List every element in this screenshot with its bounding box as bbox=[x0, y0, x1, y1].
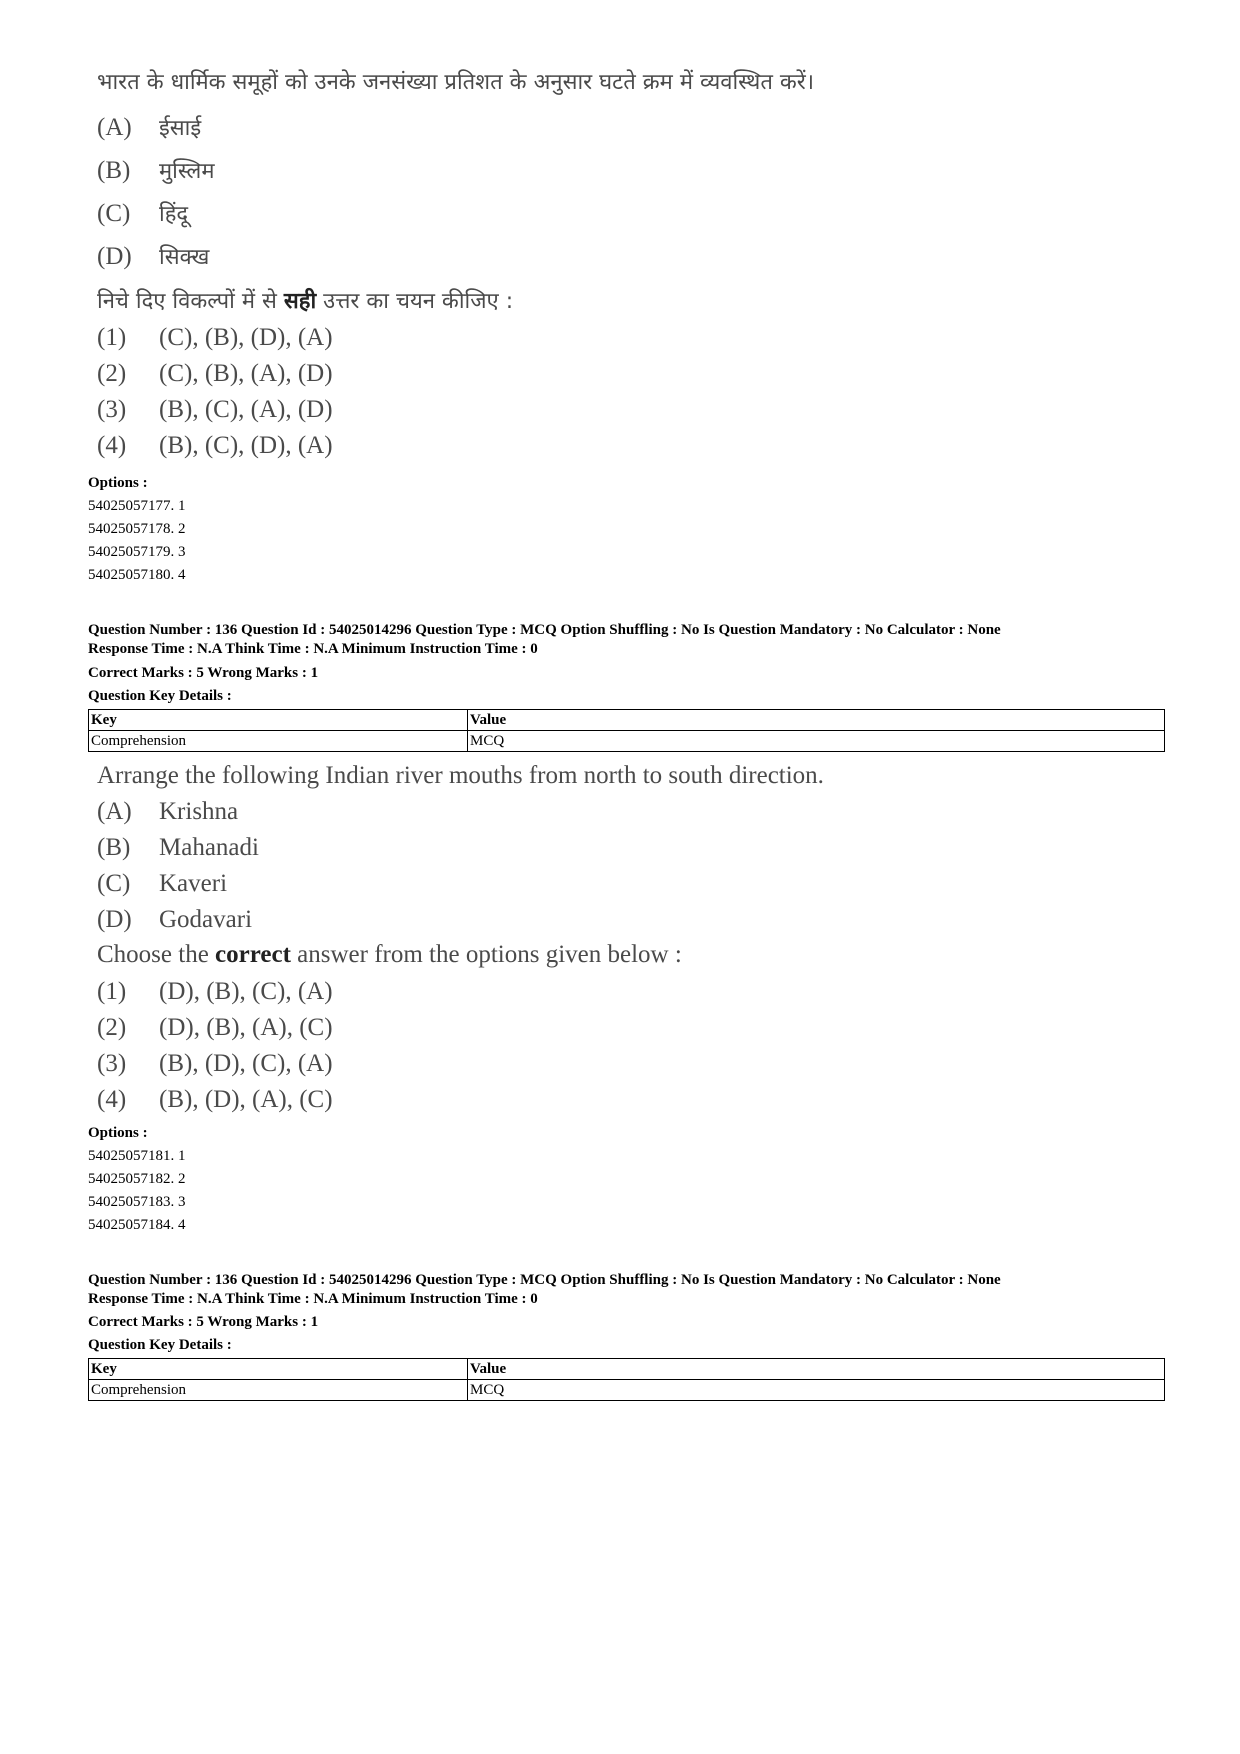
meta-line: Question Number : 136 Question Id : 54025014296 Question Type : MCQ Option Shuffling : No Is Question Mandatory : No Calculator : None bbox=[88, 1272, 1001, 1288]
instruction-emphasis: correct bbox=[215, 941, 291, 968]
key-details-table bbox=[88, 1358, 1165, 1401]
question-stem-hindi: भारत के धार्मिक समूहों को उनके जनसंख्या प्रतिशत के अनुसार घटते क्रम में व्यवस्थित करें। bbox=[97, 70, 815, 95]
question-meta bbox=[88, 621, 1001, 659]
table-header-row bbox=[89, 1359, 1165, 1380]
key-details-table bbox=[88, 709, 1165, 752]
option-id-line: 54025057182. 2 bbox=[88, 1171, 186, 1187]
meta-line: Response Time : N.A Think Time : N.A Minimum Instruction Time : 0 bbox=[88, 641, 538, 657]
table-header-row bbox=[89, 710, 1165, 731]
answer-number: (1) bbox=[97, 324, 127, 351]
option-id-line: 54025057177. 1 bbox=[88, 498, 186, 514]
item-label: (B) bbox=[97, 834, 131, 861]
item-text: हिंदू bbox=[159, 202, 189, 227]
answer-number: (2) bbox=[97, 1014, 127, 1041]
answer-text: (C), (B), (A), (D) bbox=[159, 360, 333, 387]
answer-choice bbox=[97, 978, 333, 1006]
answer-text: (B), (D), (C), (A) bbox=[159, 1050, 333, 1077]
meta-line: Question Number : 136 Question Id : 54025014296 Question Type : MCQ Option Shuffling : No Is Question Mandatory : No Calculator : None bbox=[88, 622, 1001, 638]
answer-choice bbox=[97, 1086, 333, 1114]
list-item bbox=[97, 906, 252, 934]
option-id-line: 54025057179. 3 bbox=[88, 544, 186, 560]
key-details-heading: Question Key Details : bbox=[88, 688, 232, 704]
item-text: Godavari bbox=[159, 906, 253, 933]
question-meta bbox=[88, 1271, 1001, 1309]
answer-text: (C), (B), (D), (A) bbox=[159, 324, 333, 351]
answer-text: (D), (B), (C), (A) bbox=[159, 978, 333, 1005]
answer-choice bbox=[97, 360, 333, 388]
choose-instruction bbox=[97, 285, 513, 315]
table-row bbox=[89, 731, 1165, 752]
table-header-value: Value bbox=[468, 710, 1165, 731]
list-item bbox=[97, 870, 227, 898]
item-label: (C) bbox=[97, 870, 131, 897]
answer-choice bbox=[97, 1014, 333, 1042]
list-item bbox=[97, 834, 259, 862]
item-label: (B) bbox=[97, 157, 131, 184]
item-label: (C) bbox=[97, 200, 131, 227]
choose-instruction bbox=[97, 941, 682, 969]
answer-number: (2) bbox=[97, 360, 127, 387]
answer-text: (D), (B), (A), (C) bbox=[159, 1014, 333, 1041]
list-item bbox=[97, 155, 214, 185]
instruction-text: Choose the bbox=[97, 941, 216, 968]
table-cell-key: Comprehension bbox=[89, 731, 468, 752]
marks-line: Correct Marks : 5 Wrong Marks : 1 bbox=[88, 1314, 319, 1330]
item-text: Kaveri bbox=[159, 870, 228, 897]
item-text: Mahanadi bbox=[159, 834, 259, 861]
answer-number: (3) bbox=[97, 396, 127, 423]
list-item bbox=[97, 198, 188, 228]
table-cell-key: Comprehension bbox=[89, 1380, 468, 1401]
item-label: (D) bbox=[97, 243, 132, 270]
answer-text: (B), (C), (D), (A) bbox=[159, 432, 333, 459]
item-label: (A) bbox=[97, 798, 132, 825]
item-text: सिक्ख bbox=[159, 245, 210, 270]
marks-line: Correct Marks : 5 Wrong Marks : 1 bbox=[88, 665, 319, 681]
list-item bbox=[97, 798, 238, 826]
table-cell-value: MCQ bbox=[468, 731, 1165, 752]
options-heading: Options : bbox=[88, 1125, 148, 1141]
option-id-line: 54025057184. 4 bbox=[88, 1217, 186, 1233]
instruction-text: answer from the options given below : bbox=[290, 941, 682, 968]
table-row bbox=[89, 1380, 1165, 1401]
item-label: (D) bbox=[97, 906, 132, 933]
answer-number: (1) bbox=[97, 978, 127, 1005]
answer-choice bbox=[97, 324, 333, 352]
answer-number: (3) bbox=[97, 1050, 127, 1077]
option-id-line: 54025057178. 2 bbox=[88, 521, 186, 537]
table-cell-value: MCQ bbox=[468, 1380, 1165, 1401]
table-header-value: Value bbox=[468, 1359, 1165, 1380]
answer-text: (B), (C), (A), (D) bbox=[159, 396, 333, 423]
option-id-line: 54025057183. 3 bbox=[88, 1194, 186, 1210]
answer-choice bbox=[97, 1050, 333, 1078]
meta-line: Response Time : N.A Think Time : N.A Minimum Instruction Time : 0 bbox=[88, 1291, 538, 1307]
instruction-text: निचे दिए विकल्पों में से bbox=[97, 289, 284, 314]
option-id-line: 54025057181. 1 bbox=[88, 1148, 186, 1164]
item-label: (A) bbox=[97, 114, 132, 141]
table-header-key: Key bbox=[89, 710, 468, 731]
option-id-line: 54025057180. 4 bbox=[88, 567, 186, 583]
answer-number: (4) bbox=[97, 432, 127, 459]
list-item bbox=[97, 112, 201, 142]
item-text: ईसाई bbox=[159, 116, 202, 141]
table-header-key: Key bbox=[89, 1359, 468, 1380]
instruction-text: उत्तर का चयन कीजिए : bbox=[316, 289, 514, 314]
options-heading: Options : bbox=[88, 475, 148, 491]
question-stem: Arrange the following Indian river mouths from north to south direction. bbox=[97, 762, 824, 789]
answer-text: (B), (D), (A), (C) bbox=[159, 1086, 333, 1113]
answer-choice bbox=[97, 396, 333, 424]
item-text: मुस्लिम bbox=[159, 159, 215, 184]
item-text: Krishna bbox=[159, 798, 239, 825]
key-details-heading: Question Key Details : bbox=[88, 1337, 232, 1353]
answer-choice bbox=[97, 432, 333, 460]
answer-number: (4) bbox=[97, 1086, 127, 1113]
list-item bbox=[97, 241, 209, 271]
instruction-emphasis: सही bbox=[283, 289, 317, 314]
